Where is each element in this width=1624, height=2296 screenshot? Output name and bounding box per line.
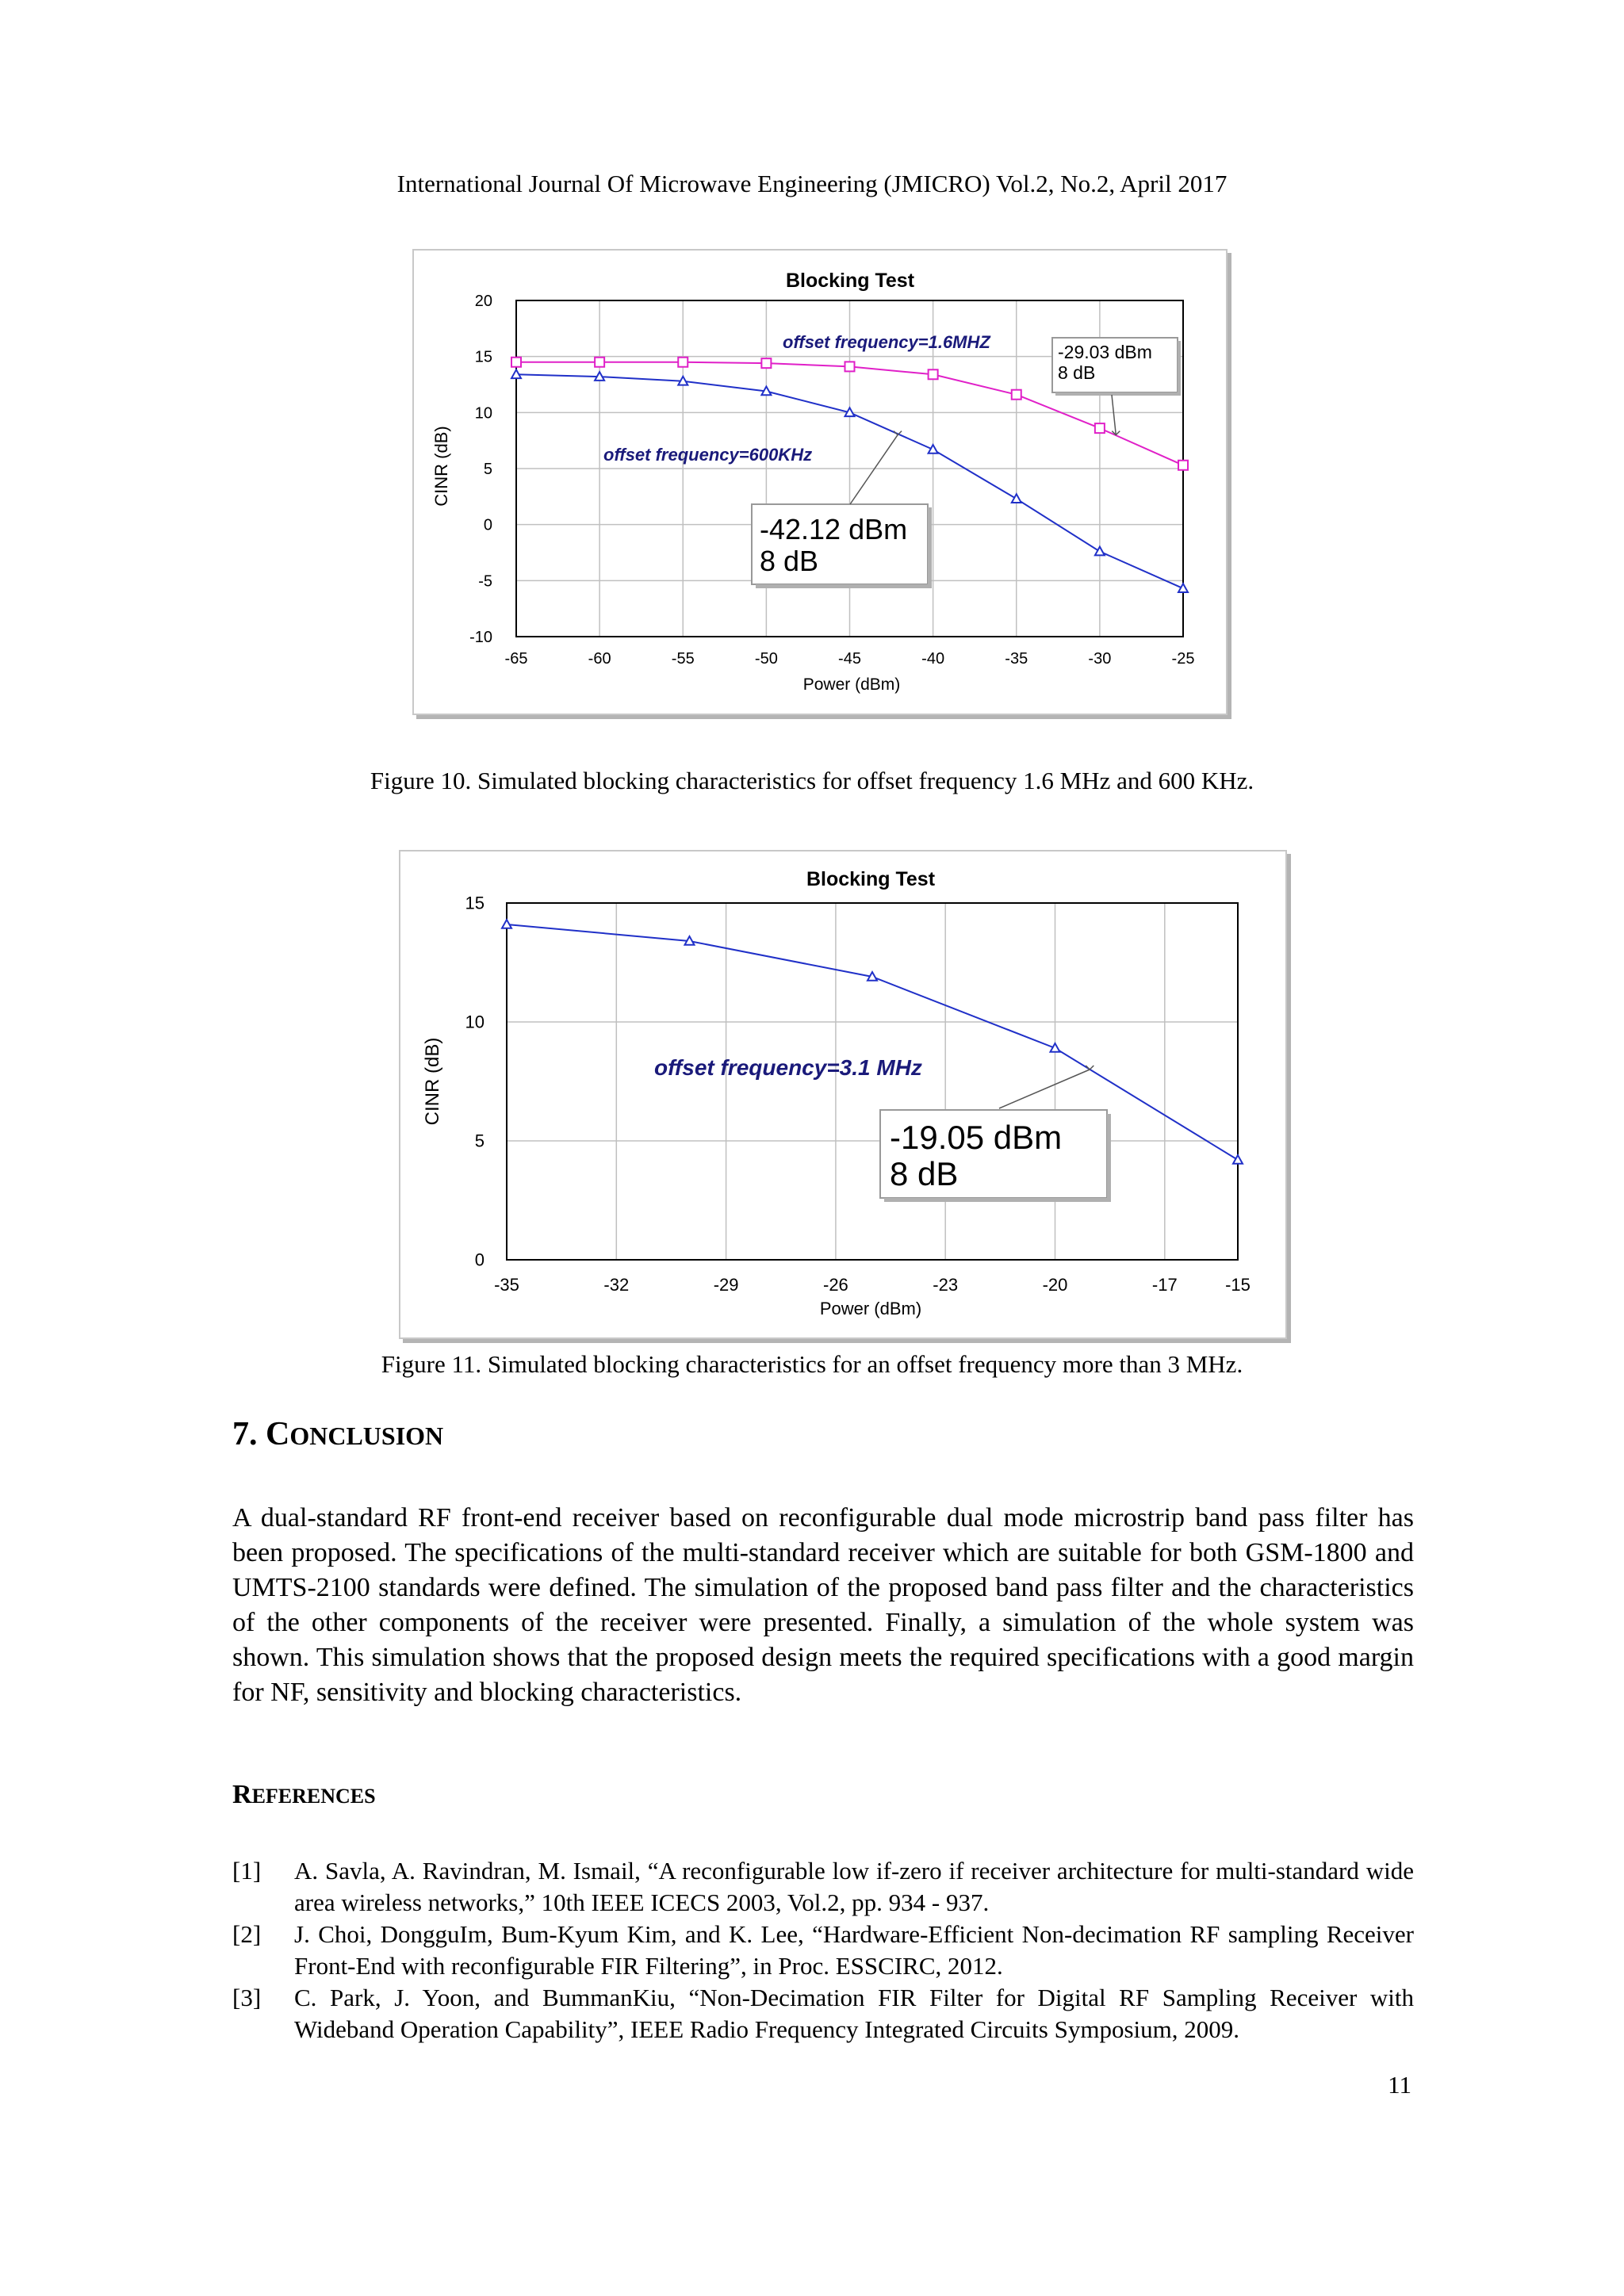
conclusion-paragraph: A dual-standard RF front-end receiver based on reconfigurable dual mode microstrip band pass filter has been proposed. The specifications of the multi-standard receiver which are suitable for both GSM-1800 and UMTS-2100 standards were defined. The simulation of the proposed band pass filter and the characteristics of the other components of the receiver were presented. Finally, a simulation of the whole system was shown. This simulation shows that the proposed design meets the required specifications with a good margin for NF, sensitivity and blocking characteristics. [232,1503,1414,1707]
references-heading-rest: EFERENCES [251,1785,376,1808]
x-tick-label: -35 [1005,650,1028,668]
reference-text: A. Savla, A. Ravindran, M. Ismail, “A reconfigurable low if-zero if receiver architecture for multi-standard wide area wireless networks,” 10th IEEE ICECS 2003, Vol.2, pp. 934 - 937. [294,1857,1414,1916]
y-tick-label: 0 [483,516,492,534]
conclusion-heading-number: 7. C [232,1416,290,1452]
annotation-29-03-value: -29.03 dBm [1058,342,1152,362]
y-tick-label: 5 [474,1131,485,1151]
data-point [761,358,771,368]
x-tick-label: -15 [1225,1275,1251,1295]
y-axis-label: CINR (dB) [431,426,451,507]
reference-list [232,1855,1414,2045]
conclusion-heading-rest: ONCLUSION [289,1422,444,1450]
annotation-19-05-value: -19.05 dBm [890,1119,1063,1156]
data-point [1012,390,1021,400]
annotation-42-12-value: -42.12 dBm [760,513,908,545]
x-tick-label: -30 [1088,650,1112,668]
annotation-42-12-cinr: 8 dB [760,545,819,577]
y-tick-label: 5 [483,461,492,478]
reference-text: C. Park, J. Yoon, and BummanKiu, “Non-Decimation FIR Filter for Digital RF Sampling Receiver with Wideband Operation Capability”, IEEE Radio Frequency Integrated Circuits Symposium, 2009. [294,1984,1414,2043]
x-tick-label: -20 [1042,1275,1068,1295]
reference-item [232,1919,1414,1982]
annotation-29-03-cinr: 8 dB [1058,362,1096,383]
data-point [1178,461,1188,470]
reference-number: [3] [232,1984,262,2011]
series-label-1-6mhz: offset frequency=1.6MHZ [783,332,990,352]
y-tick-label: 0 [474,1249,485,1270]
figure-11-caption: Figure 11. Simulated blocking characteristics for an offset frequency more than 3 MHz. [381,1350,1243,1378]
figure-10-caption: Figure 10. Simulated blocking characteristics for offset frequency 1.6 MHz and 600 KHz. [370,767,1254,794]
data-point [511,358,521,367]
data-point [678,358,688,367]
reference-number: [1] [232,1857,262,1885]
figure-10-svg [414,251,1226,714]
x-tick-label: -32 [603,1275,630,1295]
y-tick-label: 20 [474,293,492,310]
annotation-box-19-05 [880,1110,1111,1202]
references-heading [232,1780,376,1810]
series-label-3-1mhz: offset frequency=3.1 MHz [654,1055,922,1080]
series-label-600khz: offset frequency=600KHz [603,445,813,465]
figure-10-chart [412,249,1228,715]
reference-item [232,1982,1414,2045]
figure-11-svg [400,851,1285,1337]
figure-11-chart [399,850,1287,1339]
conclusion-heading [232,1415,443,1453]
x-tick-label: -45 [838,650,861,668]
y-axis-label: CINR (dB) [422,1037,443,1126]
y-tick-label: 15 [465,893,485,913]
x-tick-label: -17 [1151,1275,1178,1295]
x-tick-label: -60 [588,650,611,668]
chart-title: Blocking Test [806,868,936,890]
reference-text: J. Choi, DongguIm, Bum-Kyum Kim, and K. Lee, “Hardware-Efficient Non-decimation RF sampling Receiver Front-End with reconfigurable FIR Filtering”, in Proc. ESSCIRC, 2012. [294,1920,1414,1980]
data-point [845,362,855,371]
x-tick-label: -55 [671,650,695,668]
y-tick-label: 10 [465,1012,485,1032]
x-tick-label: -35 [494,1275,519,1295]
y-tick-label: 10 [474,404,492,423]
x-axis-label: Power (dBm) [802,675,901,694]
x-tick-label: -25 [1171,650,1195,668]
data-point [929,369,938,379]
x-tick-label: -23 [933,1275,959,1295]
running-header: International Journal Of Microwave Engineering (JMICRO) Vol.2, No.2, April 2017 [396,170,1228,197]
page-number: 11 [1388,2071,1411,2099]
x-tick-label: -29 [713,1275,739,1295]
reference-item [232,1855,1414,1919]
y-tick-label: -5 [478,572,492,591]
x-tick-label: -40 [921,650,945,668]
y-tick-label: 15 [474,348,492,366]
references-heading-first: R [232,1780,252,1809]
chart-title: Blocking Test [785,270,915,292]
annotation-box-29-03 [1052,338,1181,396]
y-tick-label: -10 [469,629,492,646]
x-tick-label: -26 [823,1275,848,1295]
x-axis-label: Power (dBm) [819,1299,922,1318]
x-tick-label: -50 [754,650,778,668]
data-point [595,358,604,367]
reference-number: [2] [232,1920,262,1948]
x-tick-label: -65 [504,650,528,668]
annotation-19-05-cinr: 8 dB [890,1155,959,1192]
annotation-box-42-12 [752,504,932,588]
data-point [1095,423,1105,433]
